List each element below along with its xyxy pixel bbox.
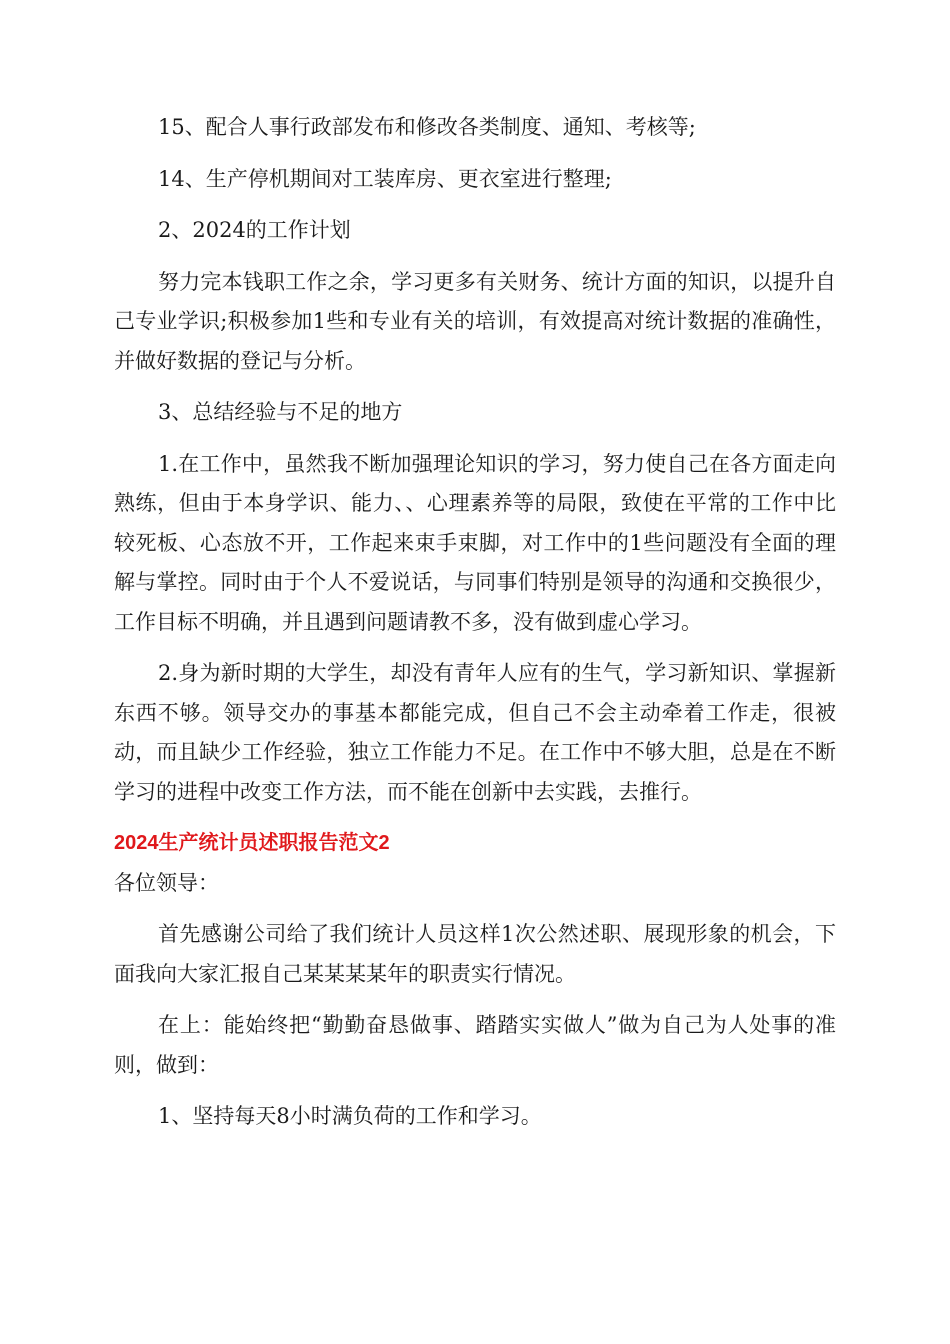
paragraph-item-15: 15、配合人事行政部发布和修改各类制度、通知、考核等; [158,115,696,139]
paragraph-principles: 在上：能始终把“勤勤奋恳做事、踏踏实实做人”做为自己为人处事的准则，做到： [114,1013,836,1077]
subheading-summary: 3、总结经验与不足的地方 [158,400,403,424]
paragraph-shortcoming-2: 2.身为新时期的大学生，却没有青年人应有的生气，学习新知识、掌握新东西不够。领导交办的事基本都能完成，但自己不会主动牵着工作走，很被动，而且缺少工作经验，独立工作能力不足。在工作中不够大胆，总是在不断学习的进程中改变工作方法，而不能在创新中去实践，去推行。 [114,661,836,804]
paragraph-intro: 首先感谢公司给了我们统计人员这样1次公然述职、展现形象的机会，下面我向大家汇报自己某某某某年的职责实行情况。 [114,922,836,986]
section-heading: 2024生产统计员述职报告范文2 [114,832,390,854]
paragraph-work-plan: 努力完本钱职工作之余，学习更多有关财务、统计方面的知识，以提升自己专业学识;积极参加1些和专业有关的培训，有效提高对统计数据的准确性，并做好数据的登记与分析。 [114,269,836,373]
salutation: 各位领导： [114,870,219,895]
document-page [114,108,836,1137]
paragraph-shortcoming-1: 1.在工作中，虽然我不断加强理论知识的学习，努力使自己在各方面走向熟练，但由于本身学识、能力、、心理素养等的局限，致使在平常的工作中比较死板、心态放不开，工作起来束手束脚，对工作中的1些问题没有全面的理解与掌控。同时由于个人不爱说话，与同事们特别是领导的沟通和交换很少，工作目标不明确，并且遇到问题请教不多，没有做到虚心学习。 [114,451,836,634]
paragraph-item-1: 1、坚持每天8小时满负荷的工作和学习。 [158,1104,542,1128]
paragraph-item-14: 14、生产停机期间对工装库房、更衣室进行整理; [158,166,612,191]
subheading-work-plan: 2、2024的工作计划 [158,218,351,242]
